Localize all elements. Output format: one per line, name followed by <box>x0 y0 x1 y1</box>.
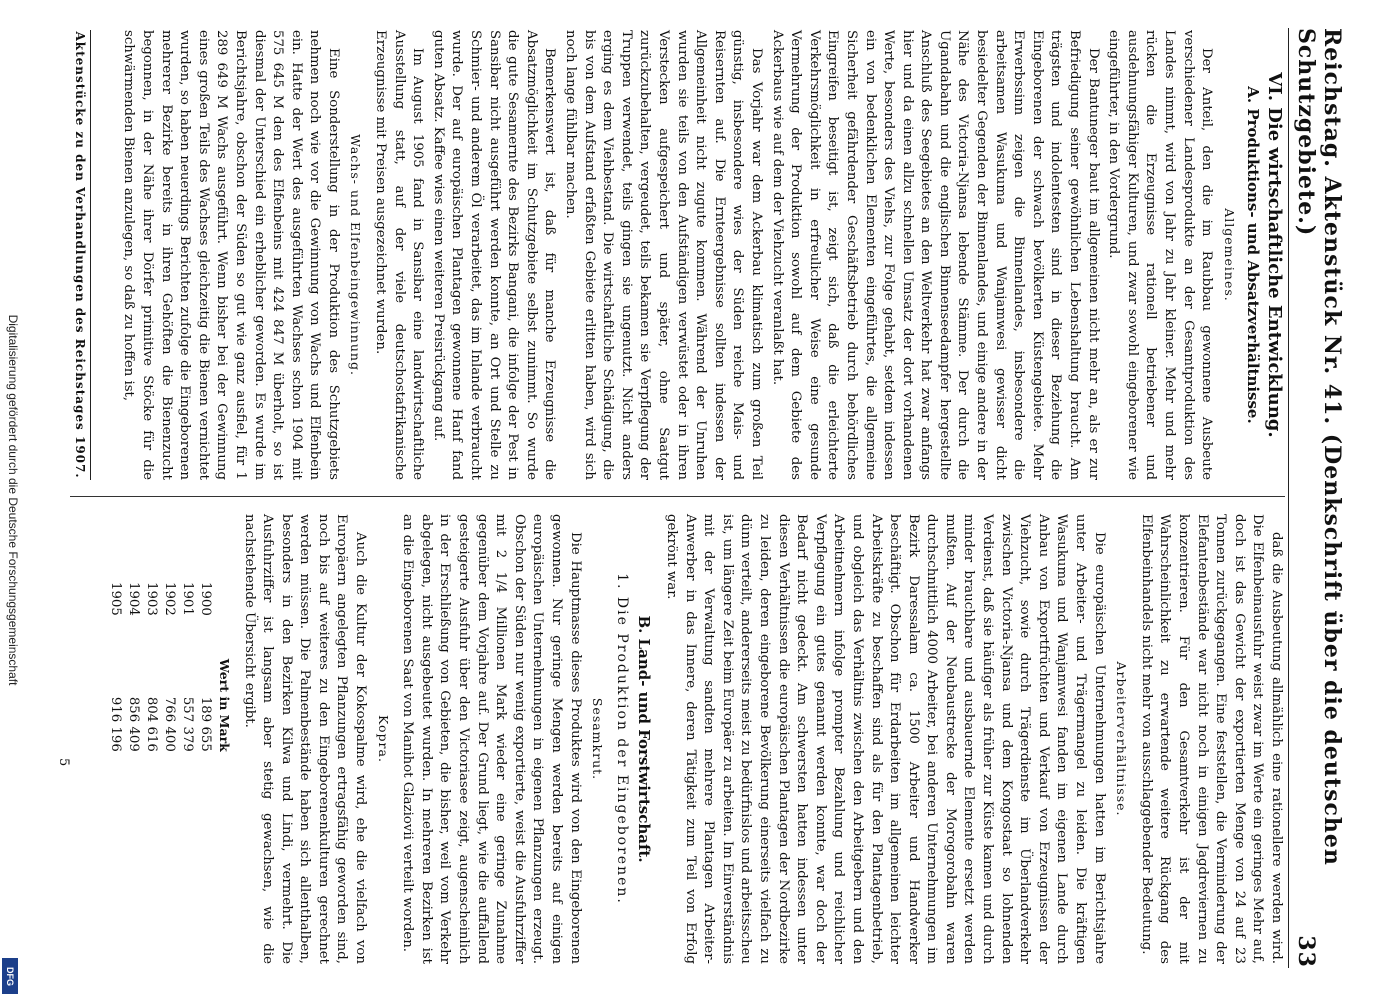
copra-label: Kopra. <box>375 715 391 763</box>
wax-label: Wachs- und Elfenbeingewinnung. <box>348 134 364 376</box>
paragraph: Im August 1905 fand in Sansibar eine landwirtschaftliche Ausstellung statt, auf der viele deutschostafrikanische Erzeugnisse mit Preisen ausgezeichnet wurden. <box>373 30 426 480</box>
page-header <box>1288 28 1345 968</box>
section-b-title: B. Land- und Forstwirtschaft. <box>635 615 654 863</box>
digitization-note <box>0 0 20 1000</box>
copra-export-table <box>106 574 233 760</box>
table-header: Wert in Mark <box>216 658 232 752</box>
dfg-logo: DFG <box>2 958 18 994</box>
page-number: 33 <box>1293 935 1319 968</box>
table-row: 1903 804 616 <box>144 582 160 752</box>
paragraph: Die Hauptmasse dieses Produktes wird von den Eingeborenen gewonnen. Nur geringe Mengen werden bereits auf einigen europäischen Unternehmungen in eigenen Pflanzungen erzeugt. Obschon der Süden nur wenig exportierte, weist die Ausfuhrziffer mit 2 1/4 Millionen Mark wieder eine geringe Zunahme gegenüber dem Vorjahre auf. Der Grund liegt, wie die auffallend gesteigerte Ausfuhr über den Victoriasee zeigt, augenscheinlich in der Erschließung von Gebieten, die bisher, weil vom Verkehr abgelegen, nicht ausgebeutet wurden. In mehreren Bezirken ist an die Eingeborenen Saat von Manihot Glaziovii verteilt worden. <box>400 514 583 964</box>
subsection-title: A. Produktions- und Absatzverhältnisse. <box>1244 86 1263 424</box>
right-column <box>106 514 1285 964</box>
paragraph: Bemerkenswert ist, daß für manche Erzeugnisse die Absatzmöglichkeit im Schutzgebiete selbst zunimmt. So wurde die gute Sesamernte des Bezirks Bangani, die infolge der Pest in Sansibar nicht ausgeführt werden konnte, an Ort und Stelle zu Schmier- und anderem Öl verarbeitet, das im Inlande verbraucht wurde. Der auf europäischen Plantagen gewonnene Hanf fand guten Absatz. Kaffee wies einen weiteren Preisrückgang auf. <box>430 30 558 480</box>
column-divider <box>70 496 1285 497</box>
table-row: 1904 856 409 <box>126 582 142 752</box>
table-row: 1902 766 400 <box>162 582 178 752</box>
signature-mark: 5 <box>56 758 71 767</box>
page-footer: Aktenstücke zu den Verhandlungen des Reichstages 1907. <box>73 30 91 480</box>
paragraph: Auch die Kultur der Kokospalme wird, ehe die vielfach von Europäern angelegten Pflanzungen ertragsfähig geworden sind, noch bis auf weiteres zu den Eingeborenenkulturen gerechnet werden müssen. Die Palmenbestände haben sich allenthalben, besonders in den Bezirken Kilwa und Lindi, vermehrt. Die Ausfuhrziffer ist langsam aber stetig gewachsen, wie die nachstehende Übersicht ergibt. <box>241 514 369 964</box>
paragraph: Die europäischen Unternehmungen hatten im Berichtsjahre unter Arbeiter- und Trägermangel zu leiden. Die kräftigen Wasukuma und Wanjamwesi fanden im eigenen Lande durch Anbau von Exportfrüchten und Verkauf von Erzeugnissen der Viehzucht, sowie durch Trägerdienste im Überlandverkehr zwischen Victoria-Njansa und dem Kongostaat so lohnenden Verdienst, daß sie häufiger als früher zur Küste kamen und durch minder brauchbare und ausbauernde Elemente ersetzt werden mußten. Auf der Neubaustrecke der Morogorobahn waren durchschnittlich 4000 Arbeiter, bei anderen Unternehmungen im Bezirk Daressalam ca. 1500 Arbeiter und Handwerker beschäftigt. Obschon für Erdarbeiten im allgemeinen leichter Arbeitskräfte zu beschaffen sind als für den Plantagenbetrieb, und obgleich das Verhältnis zwischen den Arbeitgebern und den Arbeitnehmern infolge prompter Bezahlung und reichlicher Verpflegung ein gutes genannt werden konnte, war doch der Bedarf nicht gedeckt. Am schwersten hatten indessen unter diesen Verhältnissen die europäischen Plantagen der Nordbezirke zu leiden, deren eingeborene Bevölkerung einerseits vielfach zu dünn verteilt, andererseits meist zu bedürfnislos und arbeitsscheu ist, um längere Zeit beim Europäer zu arbeiten. Im Einverständnis mit der Verwaltung sandten mehrere Plantagen Arbeiter-Anwerber in das Innere, deren Tätigkeit zum Teil von Erfolg gekrönt war. <box>664 514 1107 964</box>
table-row: 1900 189 655 <box>198 582 214 752</box>
paragraph: Eine Sonderstellung in der Produktion des Schutzgebiets nehmen noch wie vor die Gewinnung von Wachs und Elfenbein ein. Hatte der Wert des ausgeführten Wachses schon 1904 mit 575 645 M den des Elfenbeins mit 424 847 M überholt, so ist diesmal der Unterschied ein erheblicher geworden. Es wurde im Berichtsjahre, obschon der Süden so gut wie ganz ausfiel, für 1 289 649 M Wachs ausgeführt. Wenn bisher bei der Gewinnung eines großen Teils des Wachses gleichzeitig die Bienen vernichtet wurden, so haben neuerdings Berichten zufolge die Eingeborenen mehrerer Bezirke bereits in ihren Gehöften die Bienenzucht begonnen, in der Nähe ihrer Dörfer primitive Stöcke für die schwärmenden Bienen anzulegen, so daß zu hoffen ist, <box>121 30 341 480</box>
section-b-subtitle: 1. Die Produktion der Eingeborenen. <box>613 573 630 905</box>
document-page <box>41 18 1345 978</box>
paragraph: Der Anteil, den die im Raubbau gewonnene Ausbeute verschiedener Landesprodukte an der Gesamtproduktion des Landes nimmt, wird von Jahr zu Jahr kleiner. Mehr und mehr rücken die Erzeugnisse rationell betriebener und ausdehnungsfähiger Kulturen, und zwar sowohl eingeborener wie eingeführter, in den Vordergrund. <box>1106 30 1215 480</box>
paragraph: Das Vorjahr war dem Ackerbau klimatisch zum großen Teil günstig, insbesondere wies der Süden reiche Mais- und Reisernten auf. Die Ernteergebnisse sollten indessen der Allgemeinheit nicht zugute kommen. Während der Unruhen wurden sie teils von den Aufständigen verwüstet oder in ihren Verstecken aufgespeichert und später, ohne Saatgut zurückzubehalten, vergeudet, teils bekamen sie Verpflegung der Truppen verwendet, teils gingen sie ungenutzt. Nicht anders erging es dem Viehbestand. Die wirtschaftliche Schädigung, die bis von dem Aufstand erfaßten Gebiete erlitten haben, wird sich noch lange fühlbar machen. <box>563 30 764 480</box>
left-column <box>117 30 1285 480</box>
sesame-label: Sesamkrut. <box>590 697 606 781</box>
table-row: 1905 916 196 <box>108 582 124 752</box>
paragraph: Der Bantuneger baut im allgemeinen nicht mehr an, als er zur Befriedigung seiner gewöhnlichen Lebenshaltung braucht. Am trägsten und indolentesten sind in dieser Beziehung die Eingeborenen der schwach bevölkerten Küstengebiete. Mehr Erwerbssinn zeigen die Binnenlandes, insbesondere die arbeitsamen Wasukuma und Wanjamwesi gewisser dicht besiedelter Gegenden der Binnenlandes, und einige andere in der Nähe des Victoria-Njansa lebende Stämme. Der durch die Ugandabahn und die englischen Binnenseedampfer hergestellte Anschluß des Seegebietes an den Weltverkehr hat zwar anfangs hier und da einen allzu schnellen Umsatz der dort vorhandenen Werte, besonders des Viehs, zur Folge gehabt, setdem indessen ein von bedenklichen Elementen eingeführtes, die allgemeine Sicherheit gefährdender Geschäftsbetrieb durch behördliches Eingreifen beseitigt ist, zeigt sich, daß die erleichterte Verkehrsmöglichkeit in erfreulicher Weise eine gesunde Vermehrung der Produktion sowohl auf dem Gebiete des Ackerbaus wie auf dem der Viehzucht veranlaßt hat. <box>769 30 1101 480</box>
table-row: 1901 557 379 <box>180 582 196 752</box>
header-title: Reichstag. Aktenstück Nr. 41. (Denkschrift über die deutschen Schutzgebiete.) <box>1293 28 1345 866</box>
digitization-text: Digitalisierung gefördert durch die Deutsche Forschungsgemeinschaft <box>6 314 20 686</box>
labor-label: Arbeiterverhältnisse. <box>1114 661 1130 817</box>
paragraph: daß die Ausbeutung allmählich eine rationellere werden wird. Die Elfenbeinausfuhr weist zwar im Werte ein geringes Mehr auf, doch ist das Gewicht der exportierten Menge von 24 auf 23 Tonnen zurückgegangen. Eine feststellen, die Verminderung der Elefantenbestände war nicht noch in einigen Jagdreviernen zu konzentrieren. Für den Gesamtverkehr ist der mit Wahrscheinlichkeit zu erwartende weitere Rückgang des Elfenbeinhandels nicht mehr von ausschlaggebender Bedeutung. <box>1138 514 1284 964</box>
section-title: VI. Die wirtschaftliche Entwicklung. <box>1264 72 1285 438</box>
general-label: Allgemeines. <box>1221 208 1237 302</box>
